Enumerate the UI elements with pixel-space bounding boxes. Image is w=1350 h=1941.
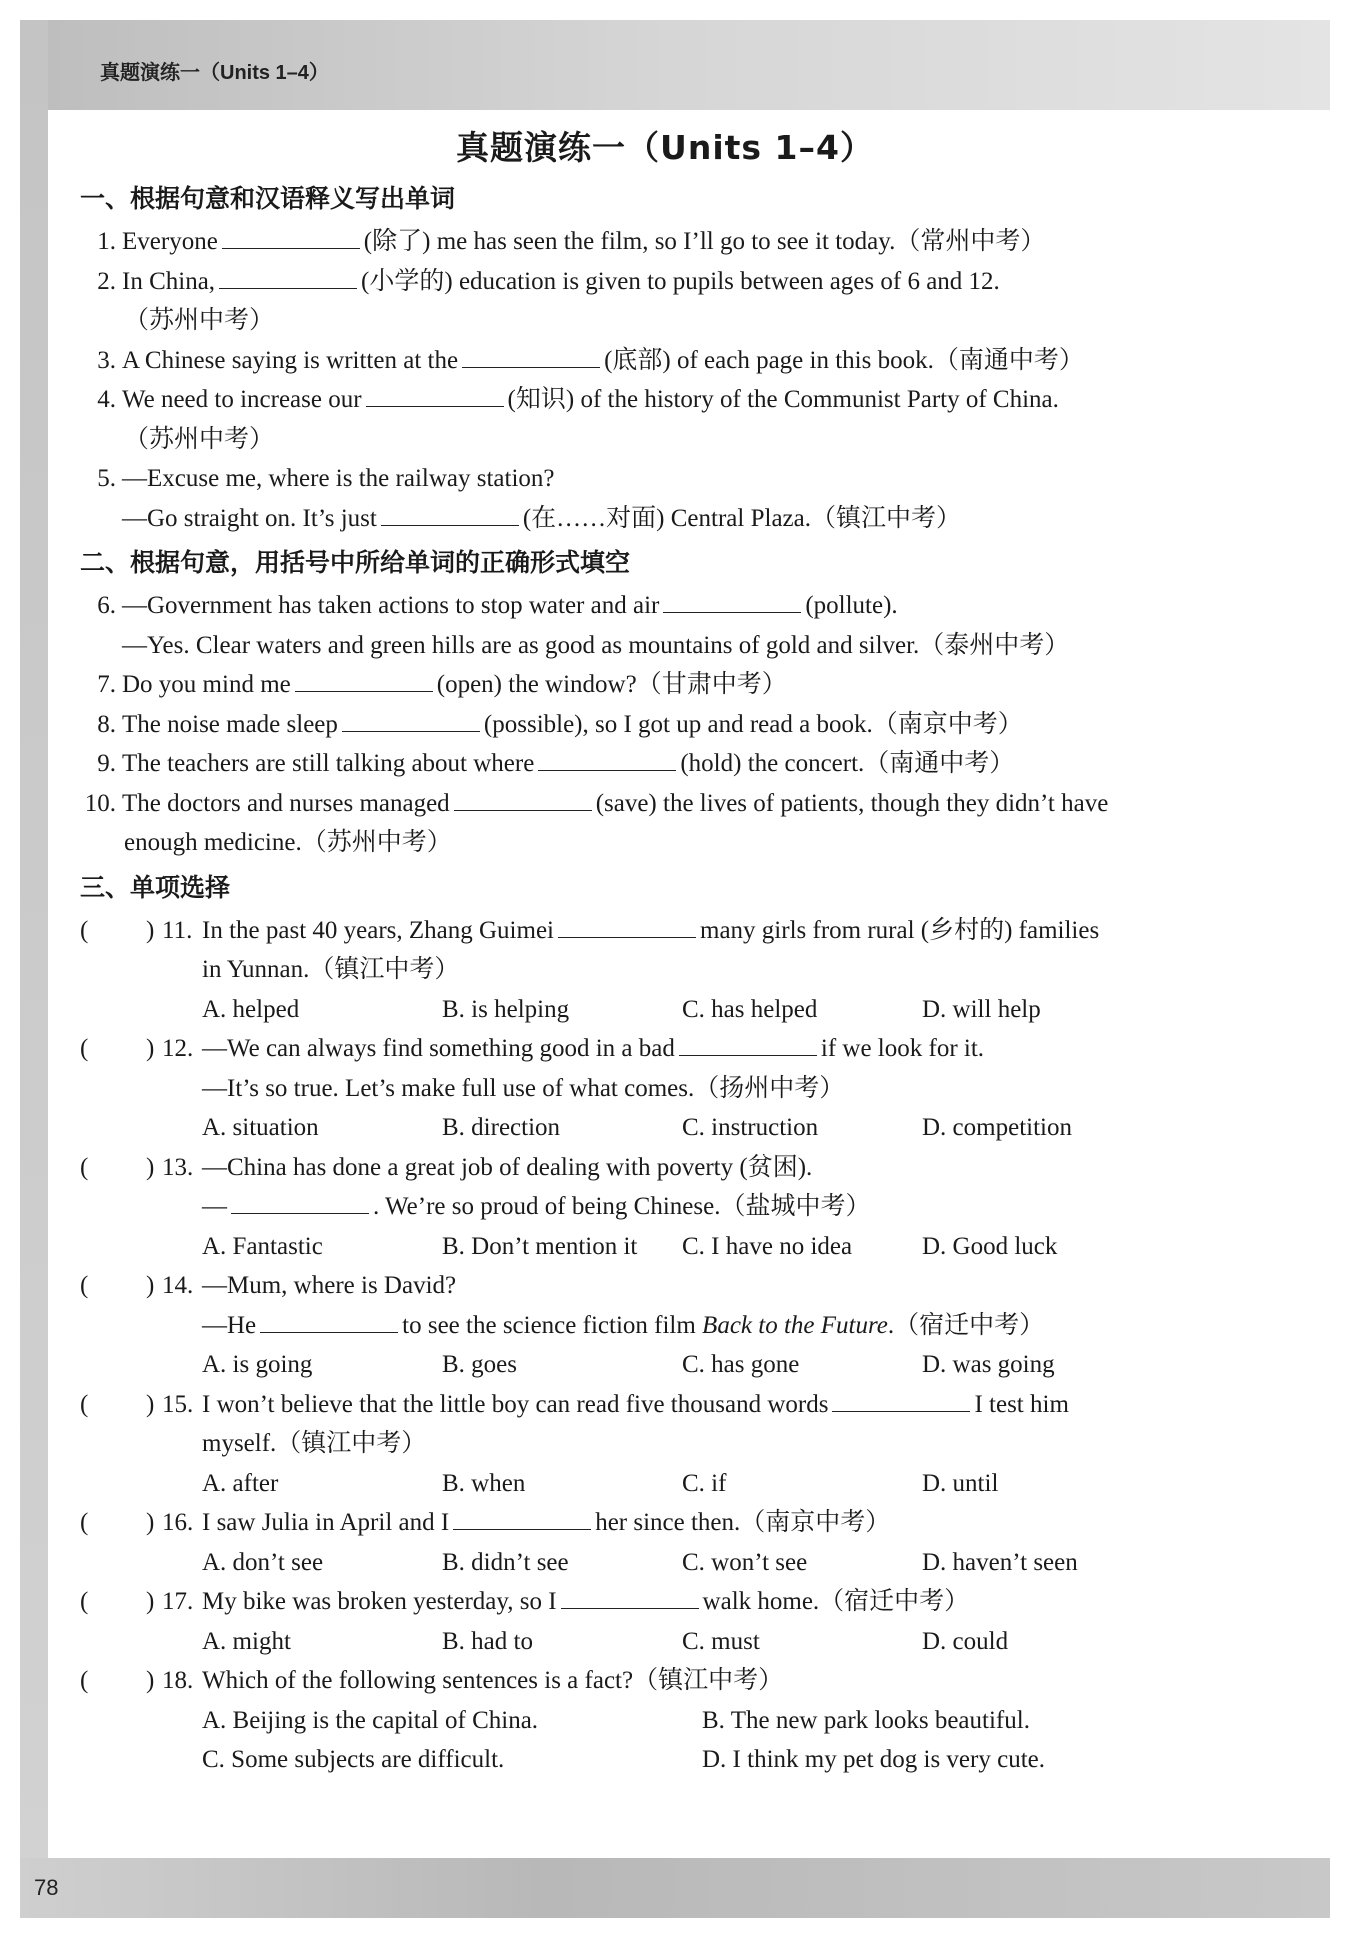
option-d[interactable]: D. could <box>922 1627 1009 1655</box>
question-text-line1: —China has done a great job of dealing with poverty (贫困). <box>202 1153 813 1181</box>
question-8 <box>80 705 1250 745</box>
question-number: 10. <box>84 789 116 817</box>
question-text-post: many girls from rural (乡村的) families <box>700 916 1100 944</box>
question-text-line2: enough medicine.（苏州中考） <box>124 829 452 856</box>
answer-blank[interactable] <box>454 784 592 811</box>
answer-paren-open[interactable]: ( <box>80 1035 89 1062</box>
worksheet-content <box>80 122 1250 1780</box>
answer-blank[interactable] <box>260 1306 398 1333</box>
question-number: 13. <box>162 1153 194 1181</box>
question-16 <box>80 1503 1250 1582</box>
option-c[interactable]: C. has helped <box>682 995 818 1023</box>
question-text-post: (知识) of the history of the Communist Party of China. <box>507 386 1059 413</box>
question-text-post: to see the science fiction film <box>402 1311 696 1339</box>
question-number: 15. <box>162 1390 194 1418</box>
question-number: 5. <box>97 465 116 492</box>
answer-blank[interactable] <box>561 1582 699 1609</box>
question-text-post: walk home.（宿迁中考） <box>702 1588 970 1615</box>
question-9 <box>80 744 1250 784</box>
options <box>202 1345 1250 1385</box>
question-text-pre: The doctors and nurses managed <box>122 789 450 817</box>
question-text-post: (底部) of each page in this book.（南通中考） <box>604 346 1084 374</box>
question-4 <box>80 380 1250 459</box>
question-text-post: . We’re so proud of being Chinese.（盐城中考） <box>373 1193 871 1220</box>
option-d[interactable]: D. will help <box>922 995 1041 1023</box>
question-number: 18. <box>162 1667 194 1694</box>
question-text-pre: Do you mind me <box>122 671 291 698</box>
answer-paren-close: ) <box>146 1390 155 1418</box>
left-band <box>20 20 48 1890</box>
answer-blank[interactable] <box>342 705 480 732</box>
question-number: 2. <box>97 267 116 295</box>
option-a[interactable]: A. helped <box>202 995 300 1023</box>
option-c[interactable]: C. must <box>682 1627 760 1655</box>
option-b[interactable]: B. had to <box>442 1627 533 1655</box>
answer-paren-close: ) <box>146 1035 155 1062</box>
question-source: （苏州中考） <box>124 425 275 453</box>
question-text-post: (save) the lives of patients, though they didn’t have <box>595 789 1109 817</box>
question-text-pre: —He <box>202 1311 257 1339</box>
question-number: 8. <box>97 710 116 738</box>
question-number: 12. <box>162 1035 194 1062</box>
option-d[interactable]: D. Good luck <box>922 1232 1058 1260</box>
question-11 <box>80 911 1250 1030</box>
question-text-pre: —Go straight on. It’s just <box>122 504 377 532</box>
option-b[interactable]: B. The new park looks beautiful. <box>702 1706 1030 1734</box>
answer-blank[interactable] <box>295 665 433 692</box>
answer-blank[interactable] <box>538 744 676 771</box>
question-13 <box>80 1148 1250 1267</box>
question-5 <box>80 459 1250 538</box>
option-d[interactable]: D. was going <box>922 1351 1055 1378</box>
answer-blank[interactable] <box>663 586 801 613</box>
answer-blank[interactable] <box>366 380 504 407</box>
option-a[interactable]: A. is going <box>202 1351 313 1378</box>
option-b[interactable]: B. goes <box>442 1351 517 1378</box>
question-text-line1: —Excuse me, where is the railway station? <box>122 465 555 492</box>
question-number: 14. <box>162 1272 194 1299</box>
option-c[interactable]: C. instruction <box>682 1114 819 1141</box>
section-3-heading: 三、单项选择 <box>80 872 231 902</box>
answer-blank[interactable] <box>231 1187 369 1214</box>
question-text-line2: in Yunnan.（镇江中考） <box>202 956 460 983</box>
question-text-post: (除了) me has seen the film, so I’ll go to see it today.（常州中考） <box>363 228 1046 255</box>
question-text-pre: We need to increase our <box>122 386 362 413</box>
question-text-post: her since then.（南京中考） <box>595 1509 891 1536</box>
question-text-pre: I saw Julia in April and I <box>202 1509 450 1536</box>
question-6 <box>80 586 1250 665</box>
option-c[interactable]: C. won’t see <box>682 1548 808 1576</box>
question-text-pre: My bike was broken yesterday, so I <box>202 1588 557 1615</box>
section-2-heading: 二、根据句意，用括号中所给单词的正确形式填空 <box>80 548 631 577</box>
question-text-post: (hold) the concert.（南通中考） <box>680 750 1015 777</box>
option-d[interactable]: D. haven’t seen <box>922 1548 1078 1576</box>
question-text-pre: I won’t believe that the little boy can read five thousand words <box>202 1390 829 1418</box>
question-text-post: I test him <box>974 1390 1069 1418</box>
question-text-pre: In China, <box>122 267 216 295</box>
question-number: 11. <box>162 916 193 944</box>
question-text-line1: Which of the following sentences is a fact?（镇江中考） <box>202 1667 784 1694</box>
running-header: 真题演练一（Units 1–4） <box>100 62 329 84</box>
options-row-1 <box>202 1701 1250 1741</box>
answer-paren-close: ) <box>146 1667 155 1694</box>
answer-blank[interactable] <box>453 1503 591 1530</box>
option-a[interactable]: A. Beijing is the capital of China. <box>202 1706 539 1734</box>
question-text-post: (小学的) education is given to pupils between ages of 6 and 12. <box>361 267 1000 295</box>
question-15 <box>80 1385 1250 1504</box>
answer-paren-close: ) <box>146 1588 155 1615</box>
option-c[interactable]: C. has gone <box>682 1351 800 1378</box>
question-2 <box>80 262 1250 341</box>
option-a[interactable]: A. don’t see <box>202 1548 324 1576</box>
question-text-pre: In the past 40 years, Zhang Guimei <box>202 916 554 944</box>
option-a[interactable]: A. after <box>202 1469 279 1497</box>
option-c[interactable]: C. if <box>682 1469 727 1497</box>
question-source: （苏州中考） <box>124 307 275 334</box>
question-text-pre: — <box>202 1193 227 1220</box>
question-number: 16. <box>162 1509 194 1536</box>
question-text-pre: —We can always find something good in a bad <box>202 1035 675 1062</box>
answer-paren-open[interactable]: ( <box>80 1509 89 1536</box>
options <box>202 1464 1250 1504</box>
answer-blank[interactable] <box>381 499 519 526</box>
option-c[interactable]: C. Some subjects are difficult. <box>202 1746 505 1773</box>
question-text-post: (open) the window?（甘肃中考） <box>436 671 787 698</box>
option-d[interactable]: D. competition <box>922 1114 1072 1141</box>
question-text-post: (pollute). <box>805 592 898 619</box>
option-a[interactable]: A. Fantastic <box>202 1232 323 1260</box>
answer-paren-open[interactable]: ( <box>80 1153 89 1181</box>
answer-paren-open[interactable]: ( <box>80 1272 89 1299</box>
question-source: .（宿迁中考） <box>887 1311 1045 1339</box>
answer-paren-open[interactable]: ( <box>80 1667 89 1694</box>
option-c[interactable]: C. I have no idea <box>682 1232 853 1260</box>
options-row-2 <box>202 1740 1250 1780</box>
answer-blank[interactable] <box>219 262 357 289</box>
section-1-heading: 一、根据句意和汉语释义写出单词 <box>80 184 456 213</box>
bottom-band <box>20 1858 1330 1918</box>
question-18 <box>80 1661 1250 1780</box>
option-a[interactable]: A. situation <box>202 1114 319 1141</box>
question-text-line2: —Yes. Clear waters and green hills are as good as mountains of gold and silver.（泰州中考） <box>122 631 1070 659</box>
question-text-line1: —Mum, where is David? <box>202 1272 457 1299</box>
question-text-pre: Everyone <box>122 228 218 255</box>
question-text-post: if we look for it. <box>820 1035 985 1062</box>
question-number: 7. <box>97 671 116 698</box>
question-text-pre: —Government has taken actions to stop water and air <box>122 592 660 619</box>
answer-paren-close: ) <box>146 1509 155 1536</box>
question-7 <box>80 665 1250 705</box>
answer-paren-close: ) <box>146 1272 155 1299</box>
option-b[interactable]: B. didn’t see <box>442 1548 569 1576</box>
answer-blank[interactable] <box>558 911 696 938</box>
options <box>202 1227 1250 1267</box>
answer-paren-close: ) <box>146 916 155 944</box>
question-text-line2: myself.（镇江中考） <box>202 1430 427 1457</box>
question-text-post: (在……对面) Central Plaza.（镇江中考） <box>522 504 961 532</box>
option-a[interactable]: A. might <box>202 1627 291 1655</box>
option-b[interactable]: B. when <box>442 1469 526 1497</box>
options <box>202 1543 1250 1583</box>
options <box>202 1622 1250 1662</box>
question-number: 4. <box>97 386 116 413</box>
option-b[interactable]: B. is helping <box>442 995 570 1023</box>
answer-blank[interactable] <box>462 341 600 368</box>
option-b[interactable]: B. Don’t mention it <box>442 1232 638 1260</box>
answer-blank[interactable] <box>679 1029 817 1056</box>
answer-paren-open[interactable]: ( <box>80 1390 89 1418</box>
question-14 <box>80 1266 1250 1385</box>
question-text-line2: —It’s so true. Let’s make full use of what comes.（扬州中考） <box>202 1074 845 1102</box>
answer-paren-open[interactable]: ( <box>80 1588 89 1615</box>
question-number: 6. <box>97 592 116 619</box>
question-number: 1. <box>97 228 116 255</box>
answer-paren-open[interactable]: ( <box>80 916 89 944</box>
option-b[interactable]: B. direction <box>442 1114 561 1141</box>
question-number: 3. <box>97 346 116 374</box>
question-10 <box>80 784 1250 863</box>
page-number: 78 <box>34 1875 59 1900</box>
answer-paren-close: ) <box>146 1153 155 1181</box>
question-number: 17. <box>162 1588 194 1615</box>
option-d[interactable]: D. until <box>922 1469 999 1497</box>
answer-blank[interactable] <box>222 222 360 249</box>
question-12 <box>80 1029 1250 1148</box>
question-text-pre: The noise made sleep <box>122 710 338 738</box>
question-number: 9. <box>97 750 116 777</box>
film-title: Back to the Future <box>702 1311 888 1339</box>
options <box>202 1108 1250 1148</box>
question-1 <box>80 222 1250 262</box>
question-text-pre: A Chinese saying is written at the <box>122 346 459 374</box>
option-d[interactable]: D. I think my pet dog is very cute. <box>702 1746 1045 1773</box>
question-text-pre: The teachers are still talking about where <box>122 750 535 777</box>
question-text-post: (possible), so I got up and read a book.（南京中考） <box>483 710 1023 738</box>
options <box>202 990 1250 1030</box>
question-17 <box>80 1582 1250 1661</box>
page-title: 真题演练一（Units 1–4） <box>456 128 874 167</box>
answer-blank[interactable] <box>832 1385 970 1412</box>
question-3 <box>80 341 1250 381</box>
